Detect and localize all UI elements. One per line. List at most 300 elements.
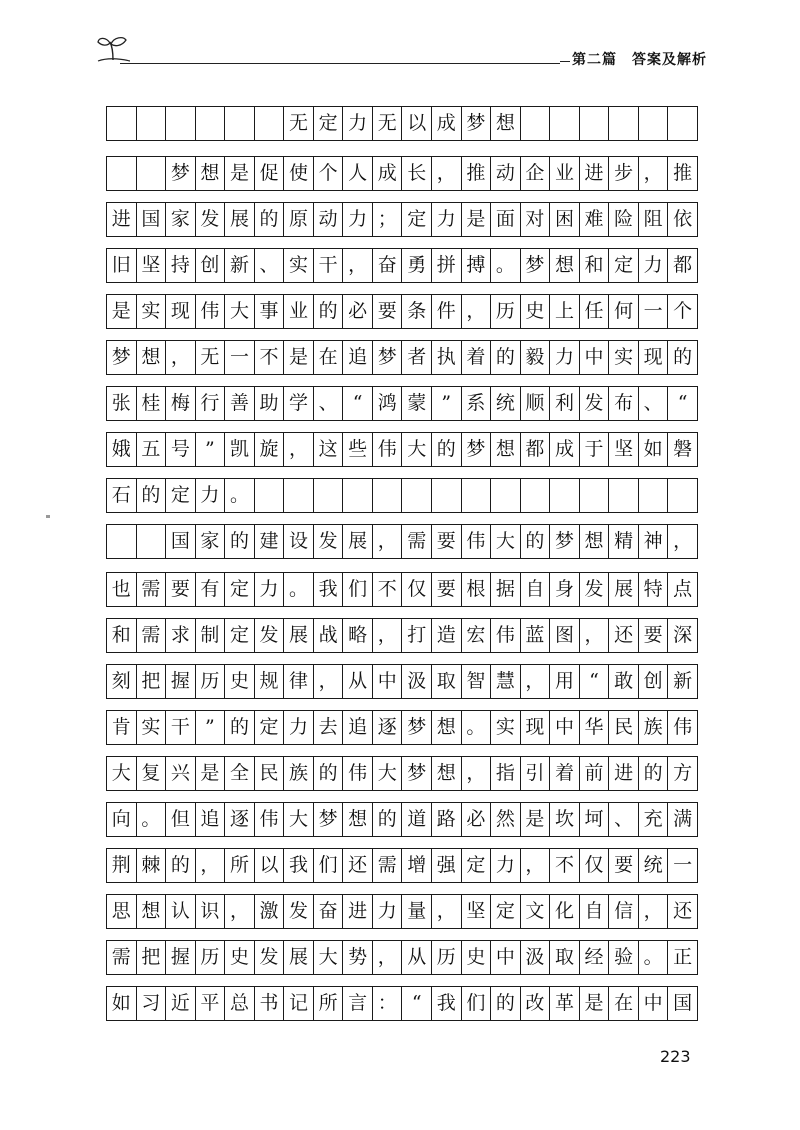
grid-cell: 者 — [402, 341, 432, 374]
grid-cell: 根 — [462, 573, 492, 606]
grid-cell: 桂 — [137, 387, 167, 420]
grid-cell: 一 — [673, 854, 693, 876]
scan-mark — [46, 515, 50, 518]
grid-cell: 追 — [343, 711, 373, 744]
grid-cell: 充 — [639, 803, 669, 836]
grid-cell: 强 — [432, 849, 462, 882]
grid-cell: 现 — [639, 341, 669, 374]
grid-cell: 何 — [609, 295, 639, 328]
grid-cell: 的 — [491, 341, 521, 374]
grid-cell: 发 — [255, 619, 285, 652]
grid-cell: 历 — [491, 295, 521, 328]
grid-cell: 是 — [225, 157, 255, 190]
grid-cell: 的 — [373, 803, 403, 836]
grid-cell: 握 — [166, 665, 196, 698]
grid-cell: 识 — [196, 895, 226, 928]
grid-cell — [462, 479, 492, 512]
grid-cell: 身 — [550, 573, 580, 606]
grid-cell: 图 — [550, 619, 580, 652]
grid-cell: 利 — [550, 387, 580, 420]
grid-cell: 还 — [609, 619, 639, 652]
grid-cell: 取 — [432, 665, 462, 698]
header-rule — [120, 63, 560, 64]
grid-cell: 族 — [639, 711, 669, 744]
grid-cell — [137, 157, 167, 190]
grid-cell: 我 — [432, 987, 462, 1020]
grid-cell: “ — [677, 392, 688, 414]
grid-cell: 肯 — [107, 711, 137, 744]
grid-cell: 梦 — [166, 157, 196, 190]
grid-cell — [402, 479, 432, 512]
grid-cell: 是 — [196, 757, 226, 790]
grid-cell: 。 — [639, 941, 669, 974]
grid-cell: 力 — [550, 341, 580, 374]
grid-cell: 棘 — [137, 849, 167, 882]
grid-cell — [255, 479, 285, 512]
grid-cell: “ — [402, 987, 432, 1020]
grid-cell: 的 — [639, 757, 669, 790]
grid-cell: 特 — [639, 573, 669, 606]
grid-cell: 力 — [284, 711, 314, 744]
grid-cell: 展 — [609, 573, 639, 606]
grid-cell: 造 — [432, 619, 462, 652]
grid-cell: 大 — [373, 757, 403, 790]
page-header — [0, 0, 800, 80]
essay-row — [106, 664, 698, 699]
grid-cell: 总 — [225, 987, 255, 1020]
grid-cell: ， — [432, 157, 462, 190]
grid-cell: 国 — [673, 992, 693, 1014]
grid-cell: 在 — [609, 987, 639, 1020]
essay-row — [106, 156, 698, 191]
grid-cell: 定 — [314, 107, 344, 140]
grid-cell: 力 — [255, 573, 285, 606]
grid-cell: 想 — [550, 249, 580, 282]
grid-cell: ； — [373, 203, 403, 236]
grid-cell: 是 — [284, 341, 314, 374]
grid-cell: ” — [196, 711, 226, 744]
grid-cell: 一 — [225, 341, 255, 374]
essay-row — [106, 940, 698, 975]
grid-cell: 所 — [314, 987, 344, 1020]
essay-row — [106, 248, 698, 283]
grid-cell: 梦 — [462, 433, 492, 466]
grid-cell: 步 — [609, 157, 639, 190]
grid-cell: 的 — [166, 849, 196, 882]
grid-cell: 顺 — [521, 387, 551, 420]
grid-cell: 伟 — [673, 716, 693, 738]
grid-cell: 五 — [137, 433, 167, 466]
grid-cell: 旧 — [107, 249, 137, 282]
grid-cell: 们 — [314, 849, 344, 882]
grid-cell: 件 — [432, 295, 462, 328]
grid-cell: 无 — [284, 107, 314, 140]
grid-cell: 对 — [521, 203, 551, 236]
grid-cell: 力 — [491, 849, 521, 882]
grid-cell: 是 — [462, 203, 492, 236]
grid-cell: 平 — [196, 987, 226, 1020]
grid-cell: 汲 — [402, 665, 432, 698]
grid-cell: 以 — [402, 107, 432, 140]
grid-cell: 。 — [137, 803, 167, 836]
grid-cell: 记 — [284, 987, 314, 1020]
grid-cell: 伟 — [196, 295, 226, 328]
grid-cell: 使 — [284, 157, 314, 190]
grid-cell: 复 — [137, 757, 167, 790]
grid-cell: 。 — [225, 479, 255, 512]
grid-cell: 的 — [432, 433, 462, 466]
grid-cell: 人 — [343, 157, 373, 190]
grid-cell: 想 — [196, 157, 226, 190]
grid-cell: 无 — [373, 107, 403, 140]
grid-cell: 们 — [343, 573, 373, 606]
grid-cell: 的 — [225, 711, 255, 744]
grid-cell — [550, 107, 580, 140]
grid-cell: 动 — [314, 203, 344, 236]
grid-cell: 自 — [521, 573, 551, 606]
grid-cell: 的 — [225, 525, 255, 558]
grid-cell — [639, 479, 669, 512]
grid-cell: 梦 — [402, 757, 432, 790]
grid-cell: 磐 — [673, 438, 693, 460]
grid-cell: 需 — [402, 525, 432, 558]
grid-cell: 家 — [196, 525, 226, 558]
grid-cell: 坎 — [550, 803, 580, 836]
grid-cell: 想 — [137, 895, 167, 928]
grid-cell: 发 — [580, 387, 610, 420]
grid-cell: 指 — [491, 757, 521, 790]
grid-cell: 实 — [491, 711, 521, 744]
essay-row — [106, 432, 698, 467]
grid-cell: 业 — [550, 157, 580, 190]
grid-cell: 的 — [255, 203, 285, 236]
grid-cell: 量 — [402, 895, 432, 928]
grid-cell: 验 — [609, 941, 639, 974]
grid-cell: 中 — [550, 711, 580, 744]
grid-cell: 需 — [107, 941, 137, 974]
sprout-icon — [96, 34, 130, 62]
grid-cell: 大 — [225, 295, 255, 328]
grid-cell: 面 — [491, 203, 521, 236]
grid-cell: 必 — [462, 803, 492, 836]
grid-cell: 现 — [521, 711, 551, 744]
grid-cell: 坚 — [609, 433, 639, 466]
grid-cell — [580, 479, 610, 512]
grid-cell: 想 — [491, 107, 521, 140]
grid-cell: 大 — [284, 803, 314, 836]
grid-cell: 我 — [284, 849, 314, 882]
grid-cell: 个 — [673, 300, 693, 322]
grid-cell: 思 — [107, 895, 137, 928]
grid-cell: 困 — [550, 203, 580, 236]
grid-cell: 干 — [166, 711, 196, 744]
grid-cell: 有 — [196, 573, 226, 606]
grid-cell: 史 — [521, 295, 551, 328]
grid-cell: 我 — [314, 573, 344, 606]
grid-cell: 推 — [462, 157, 492, 190]
grid-cell: 发 — [284, 895, 314, 928]
grid-cell: 用 — [550, 665, 580, 698]
grid-cell — [432, 479, 462, 512]
grid-cell: 梦 — [521, 249, 551, 282]
grid-cell: 力 — [432, 203, 462, 236]
grid-cell — [550, 479, 580, 512]
grid-cell: 是 — [580, 987, 610, 1020]
grid-cell: 进 — [580, 157, 610, 190]
grid-cell: 实 — [284, 249, 314, 282]
grid-cell: 全 — [225, 757, 255, 790]
grid-cell — [373, 479, 403, 512]
grid-cell: 力 — [639, 249, 669, 282]
grid-cell: 促 — [255, 157, 285, 190]
grid-cell: 定 — [402, 203, 432, 236]
grid-cell: 助 — [255, 387, 285, 420]
grid-cell: ， — [314, 665, 344, 698]
grid-cell: 想 — [580, 525, 610, 558]
grid-cell: 张 — [107, 387, 137, 420]
grid-cell: 娥 — [107, 433, 137, 466]
grid-cell: 深 — [673, 624, 693, 646]
grid-cell: 定 — [225, 573, 255, 606]
grid-cell: 想 — [137, 341, 167, 374]
grid-cell: 定 — [491, 895, 521, 928]
grid-cell: 梦 — [314, 803, 344, 836]
grid-cell — [107, 157, 137, 190]
grid-cell: 上 — [550, 295, 580, 328]
grid-cell: ， — [373, 941, 403, 974]
grid-cell: 民 — [255, 757, 285, 790]
grid-cell: 史 — [462, 941, 492, 974]
grid-cell: 要 — [373, 295, 403, 328]
grid-cell: 事 — [255, 295, 285, 328]
grid-cell: 经 — [580, 941, 610, 974]
grid-cell: 现 — [166, 295, 196, 328]
essay-row — [106, 386, 698, 421]
grid-cell: 伟 — [491, 619, 521, 652]
essay-row — [106, 340, 698, 375]
grid-cell: 业 — [284, 295, 314, 328]
grid-cell: ， — [462, 295, 492, 328]
grid-cell: 言 — [343, 987, 373, 1020]
grid-cell: 想 — [432, 711, 462, 744]
grid-cell: 依 — [673, 208, 693, 230]
grid-cell: 逐 — [225, 803, 255, 836]
grid-cell — [255, 107, 285, 140]
grid-cell: 阻 — [639, 203, 669, 236]
grid-cell: 和 — [107, 619, 137, 652]
grid-cell: 想 — [491, 433, 521, 466]
grid-cell: 力 — [373, 895, 403, 928]
grid-cell: 需 — [137, 573, 167, 606]
grid-cell: 成 — [373, 157, 403, 190]
grid-cell: 坚 — [462, 895, 492, 928]
grid-cell: 梦 — [402, 711, 432, 744]
grid-cell: 些 — [343, 433, 373, 466]
grid-cell: 梦 — [462, 107, 492, 140]
grid-cell: 都 — [521, 433, 551, 466]
grid-cell: 实 — [137, 295, 167, 328]
header-rule-end — [560, 61, 570, 62]
grid-cell: 。 — [284, 573, 314, 606]
grid-cell: 从 — [343, 665, 373, 698]
grid-cell: 自 — [580, 895, 610, 928]
grid-cell: 要 — [166, 573, 196, 606]
grid-cell: 律 — [284, 665, 314, 698]
grid-cell: 持 — [166, 249, 196, 282]
grid-cell: 创 — [196, 249, 226, 282]
grid-cell: 慧 — [491, 665, 521, 698]
grid-cell: 的 — [491, 987, 521, 1020]
grid-cell: ， — [521, 665, 551, 698]
grid-cell: 然 — [491, 803, 521, 836]
grid-cell: 坷 — [580, 803, 610, 836]
grid-cell: ， — [432, 895, 462, 928]
grid-cell: 定 — [225, 619, 255, 652]
grid-cell: 把 — [137, 665, 167, 698]
grid-cell: 学 — [284, 387, 314, 420]
grid-cell: 号 — [166, 433, 196, 466]
grid-cell: 据 — [491, 573, 521, 606]
grid-cell: 长 — [402, 157, 432, 190]
grid-cell: 国 — [137, 203, 167, 236]
grid-cell — [521, 479, 551, 512]
essay-row — [106, 710, 698, 745]
grid-cell: 不 — [373, 573, 403, 606]
essay-row — [106, 802, 698, 837]
grid-cell: 战 — [314, 619, 344, 652]
grid-cell: 激 — [255, 895, 285, 928]
grid-cell: 、 — [609, 803, 639, 836]
grid-cell: 蒙 — [402, 387, 432, 420]
grid-cell: 的 — [673, 346, 693, 368]
grid-cell: 、 — [639, 387, 669, 420]
grid-cell: 一 — [639, 295, 669, 328]
grid-cell: ， — [284, 433, 314, 466]
grid-cell — [668, 479, 697, 512]
grid-cell: 需 — [137, 619, 167, 652]
grid-cell: 去 — [314, 711, 344, 744]
grid-cell — [225, 107, 255, 140]
grid-cell: 搏 — [462, 249, 492, 282]
grid-cell: 梅 — [166, 387, 196, 420]
grid-cell: 奋 — [373, 249, 403, 282]
grid-cell: ， — [639, 157, 669, 190]
grid-cell: 智 — [462, 665, 492, 698]
grid-cell: 成 — [432, 107, 462, 140]
grid-cell: 伟 — [343, 757, 373, 790]
grid-cell: 史 — [225, 941, 255, 974]
grid-cell: 宏 — [462, 619, 492, 652]
grid-cell: 改 — [521, 987, 551, 1020]
grid-cell: 革 — [550, 987, 580, 1020]
grid-cell: 前 — [580, 757, 610, 790]
grid-cell: 原 — [284, 203, 314, 236]
grid-cell: 奋 — [314, 895, 344, 928]
grid-cell: 发 — [314, 525, 344, 558]
grid-cell: 新 — [225, 249, 255, 282]
grid-cell — [284, 479, 314, 512]
essay-row — [106, 986, 698, 1021]
grid-cell: 着 — [550, 757, 580, 790]
grid-cell: 想 — [343, 803, 373, 836]
grid-cell: ， — [639, 895, 669, 928]
grid-cell: 执 — [432, 341, 462, 374]
grid-cell: 无 — [196, 341, 226, 374]
essay-row — [106, 894, 698, 929]
grid-cell: 着 — [462, 341, 492, 374]
grid-cell: 凯 — [225, 433, 255, 466]
grid-cell: 打 — [402, 619, 432, 652]
grid-cell: 。 — [491, 249, 521, 282]
grid-cell: 精 — [609, 525, 639, 558]
grid-cell: “ — [343, 387, 373, 420]
grid-cell: 梦 — [373, 341, 403, 374]
grid-cell: 伟 — [373, 433, 403, 466]
grid-cell: ， — [521, 849, 551, 882]
grid-cell: 荆 — [107, 849, 137, 882]
grid-cell: 满 — [673, 808, 693, 830]
grid-cell: 引 — [521, 757, 551, 790]
grid-cell: 家 — [166, 203, 196, 236]
grid-cell: ： — [373, 987, 403, 1020]
grid-cell: 们 — [462, 987, 492, 1020]
grid-cell: 推 — [673, 162, 693, 184]
grid-cell: 要 — [432, 525, 462, 558]
grid-cell: 布 — [609, 387, 639, 420]
grid-cell: 展 — [225, 203, 255, 236]
grid-cell: 展 — [284, 941, 314, 974]
grid-cell — [107, 107, 137, 140]
grid-cell: 展 — [343, 525, 373, 558]
grid-cell: 史 — [225, 665, 255, 698]
grid-cell: “ — [580, 665, 610, 698]
grid-cell: 是 — [521, 803, 551, 836]
grid-cell: 毅 — [521, 341, 551, 374]
grid-cell: 都 — [673, 254, 693, 276]
grid-cell: 险 — [609, 203, 639, 236]
grid-cell — [609, 107, 639, 140]
grid-cell: 国 — [166, 525, 196, 558]
grid-cell: 如 — [639, 433, 669, 466]
grid-cell: 向 — [107, 803, 137, 836]
grid-cell: 勇 — [402, 249, 432, 282]
grid-cell: 也 — [107, 573, 137, 606]
grid-cell: ” — [196, 433, 226, 466]
grid-cell: 历 — [196, 665, 226, 698]
grid-cell: 进 — [343, 895, 373, 928]
grid-cell: 定 — [255, 711, 285, 744]
grid-cell — [521, 107, 551, 140]
grid-cell: 系 — [462, 387, 492, 420]
grid-cell: 但 — [166, 803, 196, 836]
grid-cell — [166, 107, 196, 140]
grid-cell: 汲 — [521, 941, 551, 974]
grid-cell: 旋 — [255, 433, 285, 466]
grid-cell: 、 — [314, 387, 344, 420]
grid-cell: 。 — [462, 711, 492, 744]
grid-cell: 略 — [343, 619, 373, 652]
grid-cell: 还 — [673, 900, 693, 922]
essay-row — [106, 478, 698, 513]
grid-cell: 大 — [314, 941, 344, 974]
grid-cell: 规 — [255, 665, 285, 698]
grid-cell: 制 — [196, 619, 226, 652]
essay-row — [106, 524, 698, 559]
grid-cell: ， — [580, 619, 610, 652]
grid-cell: 民 — [609, 711, 639, 744]
grid-cell: 坚 — [137, 249, 167, 282]
grid-cell: 条 — [402, 295, 432, 328]
